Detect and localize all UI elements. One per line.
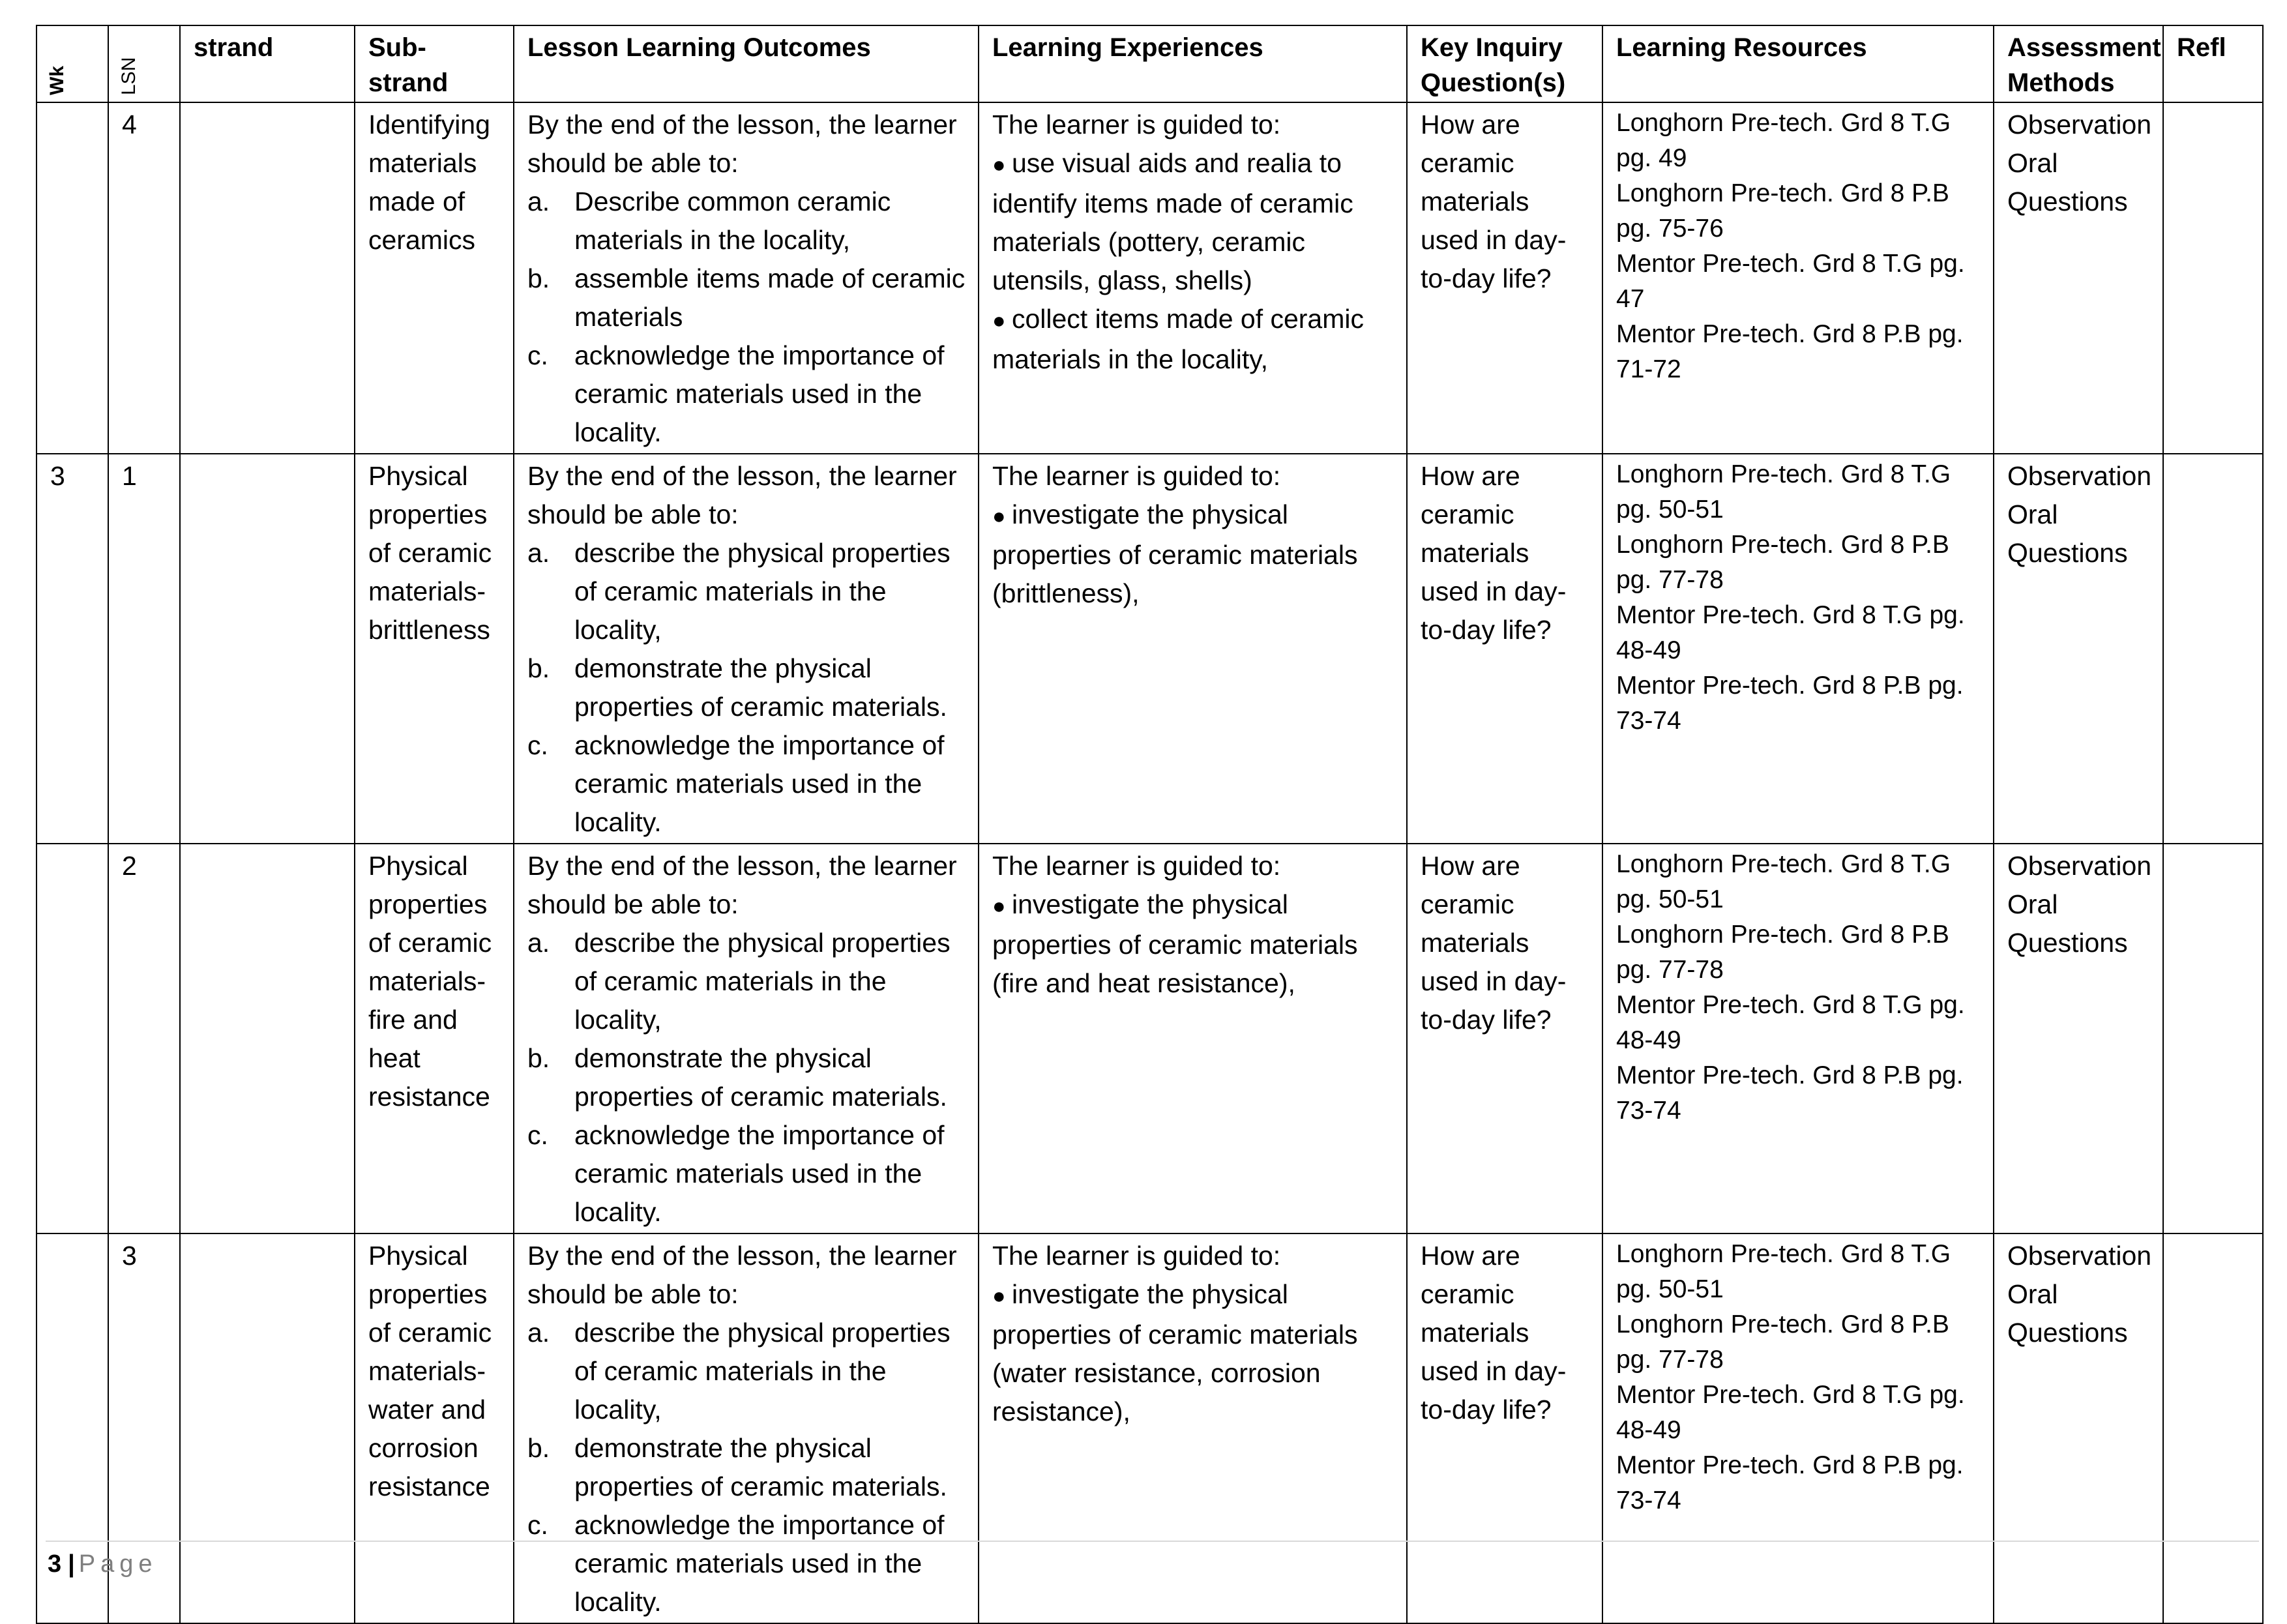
- cell-wk: [37, 454, 108, 844]
- cell-resources: [1602, 1233, 1994, 1623]
- outcome-letter: c.: [527, 1120, 548, 1150]
- resource-item: Longhorn Pre-tech. Grd 8 T.G pg. 50-51: [1616, 1240, 1951, 1303]
- cell-resources: [1602, 844, 1994, 1233]
- assessment-item: Oral Questions: [2007, 1279, 2128, 1348]
- resource-item: Longhorn Pre-tech. Grd 8 P.B pg. 77-78: [1616, 1310, 1949, 1374]
- resource-item: Mentor Pre-tech. Grd 8 T.G pg. 47: [1616, 250, 1965, 313]
- cell-strand: [180, 844, 355, 1233]
- outcome-text: describe the physical properties of ceramic materials in the locality,: [574, 1318, 951, 1425]
- page-number: 3: [48, 1550, 62, 1578]
- outcome-text: acknowledge the importance of ceramic materials used in the locality.: [574, 340, 945, 447]
- header-experiences: Learning Experiences: [979, 25, 1407, 102]
- header-resources: Learning Resources: [1602, 25, 1994, 102]
- experiences-intro: The learner is guided to:: [992, 461, 1281, 491]
- outcome-item: [527, 924, 967, 1039]
- outcome-text: acknowledge the importance of ceramic materials used in the locality.: [574, 730, 945, 837]
- cell-resources: [1602, 102, 1994, 454]
- cell-strand: [180, 1233, 355, 1623]
- cell-assessment: [1994, 844, 2163, 1233]
- cell-substrand: [355, 1233, 514, 1623]
- outcome-item: [527, 259, 967, 336]
- experience-item: ● investigate the physical properties of ceramic materials (brittleness),: [992, 495, 1396, 613]
- header-outcomes: Lesson Learning Outcomes: [514, 25, 979, 102]
- cell-strand: [180, 102, 355, 454]
- header-lsn: [108, 25, 180, 102]
- resource-item: Longhorn Pre-tech. Grd 8 P.B pg. 75-76: [1616, 179, 1949, 243]
- cell-lsn: [108, 454, 180, 844]
- resource-item: Mentor Pre-tech. Grd 8 P.B pg. 73-74: [1616, 1451, 1964, 1514]
- cell-reflection: [2163, 844, 2263, 1233]
- resource-item: Longhorn Pre-tech. Grd 8 P.B pg. 77-78: [1616, 921, 1949, 984]
- outcome-item: [527, 336, 967, 452]
- resource-item: Longhorn Pre-tech. Grd 8 T.G pg. 50-51: [1616, 850, 1951, 913]
- outcome-letter: a.: [527, 538, 550, 568]
- outcome-letter: a.: [527, 1318, 550, 1348]
- outcome-item: [527, 649, 967, 726]
- header-row: [37, 25, 2263, 102]
- outcome-letter: c.: [527, 1510, 548, 1540]
- experiences-list: [992, 144, 1396, 379]
- outcome-text: describe the physical properties of ceramic materials in the locality,: [574, 928, 951, 1035]
- experience-item: ● collect items made of ceramic materials in the locality,: [992, 300, 1396, 379]
- cell-wk: [37, 844, 108, 1233]
- resource-item: Longhorn Pre-tech. Grd 8 T.G pg. 49: [1616, 109, 1951, 172]
- outcome-item: [527, 534, 967, 649]
- cell-reflection: [2163, 1233, 2263, 1623]
- cell-inquiry: [1407, 1233, 1602, 1623]
- outcome-text: demonstrate the physical properties of ceramic materials.: [574, 1043, 947, 1112]
- header-wk: [37, 25, 108, 102]
- outcome-letter: b.: [527, 1043, 550, 1073]
- cell-substrand: [355, 102, 514, 454]
- outcome-item: [527, 183, 967, 259]
- assessment-item: Observation: [2007, 461, 2152, 491]
- outcome-item: [527, 726, 967, 842]
- outcomes-list: [527, 183, 967, 452]
- outcome-item: [527, 1429, 967, 1506]
- cell-reflection: [2163, 102, 2263, 454]
- outcome-text: acknowledge the importance of ceramic materials used in the locality.: [574, 1510, 945, 1617]
- inquiry-question: How are ceramic materials used in day-to-day life?: [1421, 461, 1567, 645]
- outcomes-list: [527, 534, 967, 842]
- outcome-text: demonstrate the physical properties of ceramic materials.: [574, 653, 947, 722]
- outcomes-intro: By the end of the lesson, the learner should be able to:: [527, 1241, 957, 1309]
- header-lsn-label: LSN: [118, 57, 140, 95]
- table-row: [37, 1233, 2263, 1623]
- cell-assessment: [1994, 1233, 2163, 1623]
- cell-lsn: [108, 844, 180, 1233]
- outcome-text: Describe common ceramic materials in the locality,: [574, 186, 891, 255]
- outcome-letter: b.: [527, 653, 550, 683]
- cell-strand: [180, 454, 355, 844]
- outcome-item: [527, 1506, 967, 1621]
- substrand-text: Identifying materials made of ceramics: [368, 110, 490, 255]
- outcome-letter: a.: [527, 186, 550, 216]
- cell-experiences: [979, 454, 1407, 844]
- week-number: 3: [50, 461, 65, 491]
- header-strand: strand: [180, 25, 355, 102]
- experience-item: ● investigate the physical properties of ceramic materials (fire and heat resistance),: [992, 885, 1396, 1003]
- cell-inquiry: [1407, 102, 1602, 454]
- substrand-text: Physical properties of ceramic materials-brittleness: [368, 461, 492, 645]
- header-inquiry: Key Inquiry Question(s): [1407, 25, 1602, 102]
- page-separator: |: [68, 1550, 75, 1578]
- substrand-text: Physical properties of ceramic materials-water and corrosion resistance: [368, 1241, 492, 1501]
- resource-item: Mentor Pre-tech. Grd 8 P.B pg. 71-72: [1616, 320, 1964, 383]
- inquiry-question: How are ceramic materials used in day-to-day life?: [1421, 110, 1567, 293]
- experiences-list: [992, 1275, 1396, 1431]
- outcome-item: [527, 1314, 967, 1429]
- cell-outcomes: [514, 1233, 979, 1623]
- experience-item: ● investigate the physical properties of ceramic materials (water resistance, corrosion resistance),: [992, 1275, 1396, 1431]
- cell-inquiry: [1407, 454, 1602, 844]
- cell-experiences: [979, 102, 1407, 454]
- cell-outcomes: [514, 454, 979, 844]
- cell-outcomes: [514, 844, 979, 1233]
- resource-item: Longhorn Pre-tech. Grd 8 T.G pg. 50-51: [1616, 460, 1951, 524]
- cell-assessment: [1994, 454, 2163, 844]
- outcome-text: describe the physical properties of ceramic materials in the locality,: [574, 538, 951, 645]
- cell-wk: [37, 102, 108, 454]
- experience-item: ● use visual aids and realia to identify items made of ceramic materials (pottery, ceramic utensils, glass, shells): [992, 144, 1396, 300]
- inquiry-question: How are ceramic materials used in day-to-day life?: [1421, 851, 1567, 1035]
- resource-item: Mentor Pre-tech. Grd 8 P.B pg. 73-74: [1616, 1061, 1964, 1125]
- table-row: [37, 844, 2263, 1233]
- inquiry-question: How are ceramic materials used in day-to-day life?: [1421, 1241, 1567, 1425]
- header-substrand: Sub-strand: [355, 25, 514, 102]
- lesson-number: 4: [122, 110, 137, 140]
- outcome-letter: c.: [527, 340, 548, 370]
- experiences-intro: The learner is guided to:: [992, 1241, 1281, 1271]
- lesson-number: 3: [122, 1241, 137, 1271]
- lesson-number: 2: [122, 851, 137, 881]
- outcomes-intro: By the end of the lesson, the learner should be able to:: [527, 110, 957, 178]
- page-word: Page: [78, 1550, 158, 1578]
- cell-resources: [1602, 454, 1994, 844]
- cell-reflection: [2163, 454, 2263, 844]
- outcome-letter: a.: [527, 928, 550, 958]
- experiences-list: [992, 885, 1396, 1003]
- substrand-text: Physical properties of ceramic materials-fire and heat resistance: [368, 851, 492, 1112]
- resource-item: Mentor Pre-tech. Grd 8 P.B pg. 73-74: [1616, 672, 1964, 735]
- cell-substrand: [355, 844, 514, 1233]
- outcomes-list: [527, 924, 967, 1232]
- outcome-letter: b.: [527, 1433, 550, 1463]
- outcomes-intro: By the end of the lesson, the learner should be able to:: [527, 851, 957, 919]
- header-assessment: Assessment Methods: [1994, 25, 2163, 102]
- resource-item: Mentor Pre-tech. Grd 8 T.G pg. 48-49: [1616, 991, 1965, 1054]
- cell-outcomes: [514, 102, 979, 454]
- lesson-number: 1: [122, 461, 137, 491]
- experiences-list: [992, 495, 1396, 613]
- outcome-item: [527, 1039, 967, 1116]
- outcomes-list: [527, 1314, 967, 1621]
- resource-item: Mentor Pre-tech. Grd 8 T.G pg. 48-49: [1616, 1381, 1965, 1444]
- table-row: [37, 102, 2263, 454]
- footer-divider: [46, 1541, 2259, 1542]
- resource-item: Mentor Pre-tech. Grd 8 T.G pg. 48-49: [1616, 601, 1965, 664]
- cell-inquiry: [1407, 844, 1602, 1233]
- cell-experiences: [979, 844, 1407, 1233]
- outcome-text: assemble items made of ceramic materials: [574, 263, 966, 332]
- header-wk-label: Wk: [46, 66, 68, 95]
- assessment-item: Oral Questions: [2007, 889, 2128, 958]
- cell-assessment: [1994, 102, 2163, 454]
- header-reflection: Refl: [2163, 25, 2263, 102]
- assessment-item: Oral Questions: [2007, 148, 2128, 216]
- outcome-item: [527, 1116, 967, 1232]
- assessment-item: Observation: [2007, 851, 2152, 881]
- cell-substrand: [355, 454, 514, 844]
- table-row: [37, 454, 2263, 844]
- outcome-text: demonstrate the physical properties of ceramic materials.: [574, 1433, 947, 1501]
- assessment-item: Observation: [2007, 1241, 2152, 1271]
- outcome-letter: c.: [527, 730, 548, 760]
- outcome-letter: b.: [527, 263, 550, 293]
- resource-item: Longhorn Pre-tech. Grd 8 P.B pg. 77-78: [1616, 531, 1949, 594]
- assessment-item: Oral Questions: [2007, 499, 2128, 568]
- outcomes-intro: By the end of the lesson, the learner should be able to:: [527, 461, 957, 529]
- cell-lsn: [108, 102, 180, 454]
- outcome-text: acknowledge the importance of ceramic materials used in the locality.: [574, 1120, 945, 1227]
- assessment-item: Observation: [2007, 110, 2152, 140]
- scheme-of-work-table: [36, 25, 2264, 1624]
- experiences-intro: The learner is guided to:: [992, 851, 1281, 881]
- cell-experiences: [979, 1233, 1407, 1623]
- experiences-intro: The learner is guided to:: [992, 110, 1281, 140]
- page-footer: [48, 1548, 158, 1580]
